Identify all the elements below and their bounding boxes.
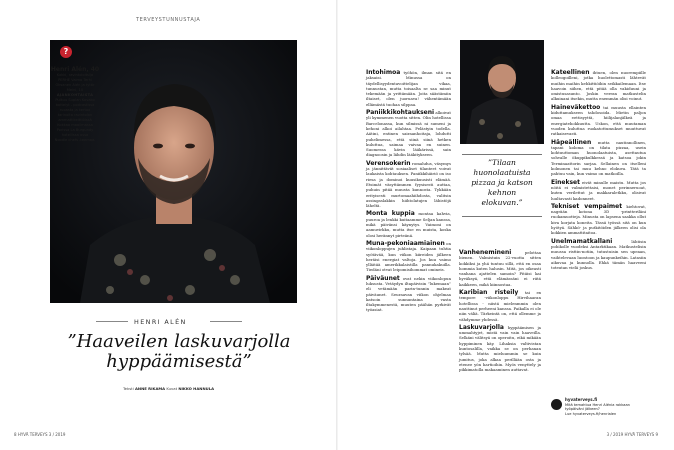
question-badge-icon: ? — [60, 46, 72, 58]
paragraph — [551, 204, 646, 236]
keyword: Haineväkettoo — [551, 103, 601, 111]
pullquote-rule-top — [462, 154, 542, 155]
byline-name: HENRI ALÉN — [134, 318, 187, 326]
paragraph — [366, 161, 451, 209]
paragraph-text: ovat nekin viikonlopun luksusta. Vetäydyn iltapäivisin ”lukemaan” eli vetämään parin-tunnin makeat päiväunet. Seuraavan viikon ohjelmaa katsoin sunnuntaina vasta iltakymmenestä, muuten päähän pyrkivät työasiat. — [366, 275, 451, 313]
paragraph — [551, 105, 646, 137]
keyword: Paniikkikohtaukseni — [366, 109, 435, 117]
headline — [54, 332, 304, 372]
profile-infobox — [50, 60, 100, 143]
paragraph-text: romahdus, väsymys ja jännittävät sosiaaliset tilanteet voivat laukaista kohtauksen. Paniikkihäiriö on iso riesa ja dominoi kuusikuusisti elämää. Etsimät väsyttämmen fyysisesti auttaa, puhuin pitää muusta kunnosta. Tykkään erityisesti murtomaahiihdosta, valitsin assingaslakkin hiihtolatujen lähistöjä läheltä. — [366, 160, 451, 209]
body-column-3 — [551, 70, 646, 273]
keyword: Kateellinen — [551, 69, 590, 76]
folio-left: 8 HYVÄ TERVEYS 3 / 2019 — [14, 432, 66, 437]
credit-photo-author: NIKKO HANNULA — [178, 386, 215, 391]
keyword: Unelmamatkallani — [551, 237, 613, 245]
byline-rule-left — [96, 321, 128, 322]
byline-rule-right — [210, 321, 242, 322]
folio-right: 3 / 2019 HYVÄ TERVEYS 9 — [606, 432, 658, 437]
tip-line: Mitä temahtua Henri Alénia rokkaan työpäiväni jälkeen? — [565, 402, 630, 412]
keyword: Verensokerin — [366, 159, 411, 167]
hyvaterveys-logo-icon — [551, 399, 562, 410]
body-column-2 — [459, 250, 541, 376]
paragraph — [366, 110, 451, 158]
paragraph — [459, 250, 541, 287]
keyword: Muna-pekoniaamiainen — [366, 239, 445, 247]
paragraph-text: mutta nautinnollinen, tapani koloma on tilata pizzaa, usein kohtuuttoman huonolaatuista, asettautua sohvalle ökuppikulkkessä ja katsoa jokin Terminaattorin sarjaa. Sellainen on itselleni kolmonen tai muu kehno elokuva. Tätä ta pahtuu vain, kun vaimo on matkoilla. — [551, 139, 646, 177]
pullquote-line: pizzaa ja katson — [471, 178, 533, 187]
secondary-portrait-photo — [460, 40, 544, 144]
profile-name: Henri Alén, 40 — [50, 66, 100, 73]
tip-title: hyvaterveys.fi — [565, 397, 598, 402]
paragraph-text: alkoivat yli kymmenen vuotta sitten. Olin hotellissa Barcelonassa, kun silmissä ni sumeni ja kehoni alkoi ailahtaa. Pelästyin todella. Aätini, entinen sairaanhoitaja, lohdutti puhelimessa, että siinä siinä hetken kuluttua, saimaa vaivaa en suinen. Suomessa kävin lääkärissä, sain diagnoosin ja lähdin lääkitykseen. — [366, 110, 451, 158]
paragraph — [551, 140, 646, 177]
paragraph-text: hyppäämisen ja ummahtyjet, mistä vain vain haaveilla. Selkäni välitsyä on operoitu, eikä mikään hyppiminen käy. Lihaksia valtivistan kuntosalilla, vaikka se on perhanan tylsää. Mutta mieluummin se kuin jumitus, joka alkaa perillään osta ja etenee yön hartioihin. Myös venyttely ja pikkimatolla makaaminen auttavat. — [459, 324, 541, 373]
profile-line: Noodle chefs -teemaa. — [54, 138, 96, 142]
credit-photo-label: Kuvat — [166, 386, 178, 391]
profile-line: ruoasta ja kertoo — [59, 108, 91, 112]
paragraph — [366, 276, 451, 313]
paragraph — [366, 211, 451, 237]
paragraph — [366, 241, 451, 273]
pullquote-line: kehnon — [487, 188, 517, 197]
headline-line: hyppäämisestä” — [106, 351, 252, 372]
page-gutter — [336, 0, 338, 450]
pullquote-line: elokuvan.” — [481, 198, 523, 207]
profile-line: bottelyt - podcastissa — [55, 103, 95, 107]
pullquote — [462, 158, 542, 208]
profile-line: Kokkaa maailmassa — [57, 123, 93, 127]
paragraph-text: montaa kahvia, puuroa ja lenkki kuitaamme Seljan kanssa, mikä päivänsi käynytys. Vaimoni on aamuvirkku, mutta itse en muista, koska olosi herännyt pirteänä. — [366, 211, 451, 238]
keyword: Vanhenemineni — [459, 249, 512, 256]
keyword: Päiväunet — [366, 274, 400, 282]
paragraph — [366, 70, 451, 107]
paragraph — [459, 290, 541, 322]
paragraph — [459, 325, 541, 373]
section-label: TERVEYSTUNNUSTAJA — [136, 17, 201, 23]
profile-line: Porissa La Burgundy — [56, 128, 94, 132]
pullquote-line: huonolaatuista — [473, 168, 531, 177]
credit-text-label: Teksti — [123, 386, 134, 391]
pullquote-rule-bottom — [462, 216, 542, 217]
headline-line: ”Haaveilen laskuvarjolla — [67, 331, 291, 352]
profile-line: Kokki, ravintoloitsija — [56, 73, 94, 77]
profile-line: hotellissa ossa — [61, 133, 89, 137]
keyword: Tekniset vempaimet — [551, 202, 623, 210]
keyword: Intohimoa — [366, 69, 401, 76]
paragraph-text: on viikonloppujen juhlistaja. Kaipaan tuhtia syötävää, kun viikon kiireiden jälkeen heräisi energiat valtoja. Jos kuu vaimo ylläitää amerikkalaistilla pannukakuilla. Tiedäni otvat leipomisihommat omineis. — [366, 240, 451, 273]
tip-link[interactable]: Lue hyvaterveys.fi/henrialen — [565, 411, 617, 416]
paragraph-text: lähtisin pohikolle vuodeksi Antarktikaan. Matkustelisin muussa risttin-notiin, tutustuisin sen upeaan, vaihtelevaan luontoon ja kaupunkeihin. Latasiin aikuvaa ja kunnolla. Ehkä tämän haaveeni toteutan vielä joskus. — [551, 238, 646, 271]
paragraph — [551, 180, 646, 201]
paragraph-text: kiehtovat, nagrään kotona 3D -printteriläni ruokamuotteja. Minusta on lapsena saakka ollut kiva korjata koneita. Tässä työssä sitä on kun hyötyä. Sähkö- ja putkitöiden jälkeen olisi ola kokkien ammattitaitoa. — [551, 203, 647, 236]
profile-line: AJANKOHTAISTA — [56, 93, 94, 97]
paragraph-text: eivät minulle maistu. Mutta jos nöitä ei valmistettaisi, monet perinneruoat, kuten verilettut ja makkaraletkku, olisivat luultavasti kadonneet. — [551, 179, 646, 201]
keyword: Häpeällinen — [551, 138, 592, 146]
profile-line: Oksanen Alén ja tytär — [55, 83, 95, 87]
keyword: Laskuvarjolla — [459, 323, 504, 331]
profile-line: Pulkuu Suplan Kovako — [55, 98, 95, 102]
pullquote-line: ”Tilaan — [488, 158, 516, 167]
paragraph-text: työhön, ilman sitä en jaksaisi. Minussa on täydellisyydentavoittelijan vikaa, tunnustan, mutta toisaalta se saa minut tekemään ja yrittämään. Joita säästämiin iltaiset, olen juoruava! vähentämään ellämästä tuohaa silppaa. — [366, 70, 451, 107]
paragraph-text: pelottaa bienen. Valmistuin 22-vuotta sitten kokkiksi ja yhä tuntuu sillä, että en osaa hommia kuten halusin. Mitä, jos oikeasti vanhana ajattelen samoin? Pitäisi kai hyväksyä, että elämässäni ei riitä kaikkeen, mikä kiinnostaa. — [459, 250, 541, 287]
keyword: Einekset — [551, 178, 580, 186]
body-column-1 — [366, 70, 451, 316]
profile-line: PERHE Vaimo Terhi — [58, 78, 92, 82]
keyword: Karibian risteily — [459, 289, 519, 297]
photo-text-credits — [123, 386, 214, 391]
keyword: Monta kuppia — [366, 210, 415, 218]
paragraph-text: ihtuen, olen nuorempiille kolleogoilleni, jotka huolettomasti lähtevät muihin maihin kehkittiöihin seikkailemaan. Itse haavoin siihen, että pitää olla vakiduuni ja omistusasunto. Joskin verran matkustelin alkuinani itsekin, mutta enemmän olisi voinut. — [551, 70, 646, 102]
paragraph — [551, 70, 646, 102]
tip-text — [565, 398, 645, 416]
paragraph — [551, 239, 646, 271]
profile-line: tarinoita ravintolan — [57, 113, 93, 117]
paragraph-text: tai muusta ellainten kiduttamukseen tahdosoida. Mietin paljon omaa eettisyyttä, hiilijalanjälkeä ja energiatehokkuutta. Uskon, että muutaman vuoden kuluttua ruokatottumukset muuttuvat ratkaisevasti. — [551, 104, 646, 137]
profile-line: Meini, 10 — [66, 88, 84, 92]
profile-line: ammattikeittiöissä — [58, 118, 92, 122]
paragraph-text: tai ex tempore -viikonloppu Hirvihaaran hotellissa - niistä mielenmmin olen nauttinut perheeni kanssa. Paikalla ei ole niin väliä. Tärkeintä on, että ollemme ja vähdymme yhdessä. — [459, 290, 541, 322]
credit-text-author: ANNE RIKAMA — [134, 386, 166, 391]
